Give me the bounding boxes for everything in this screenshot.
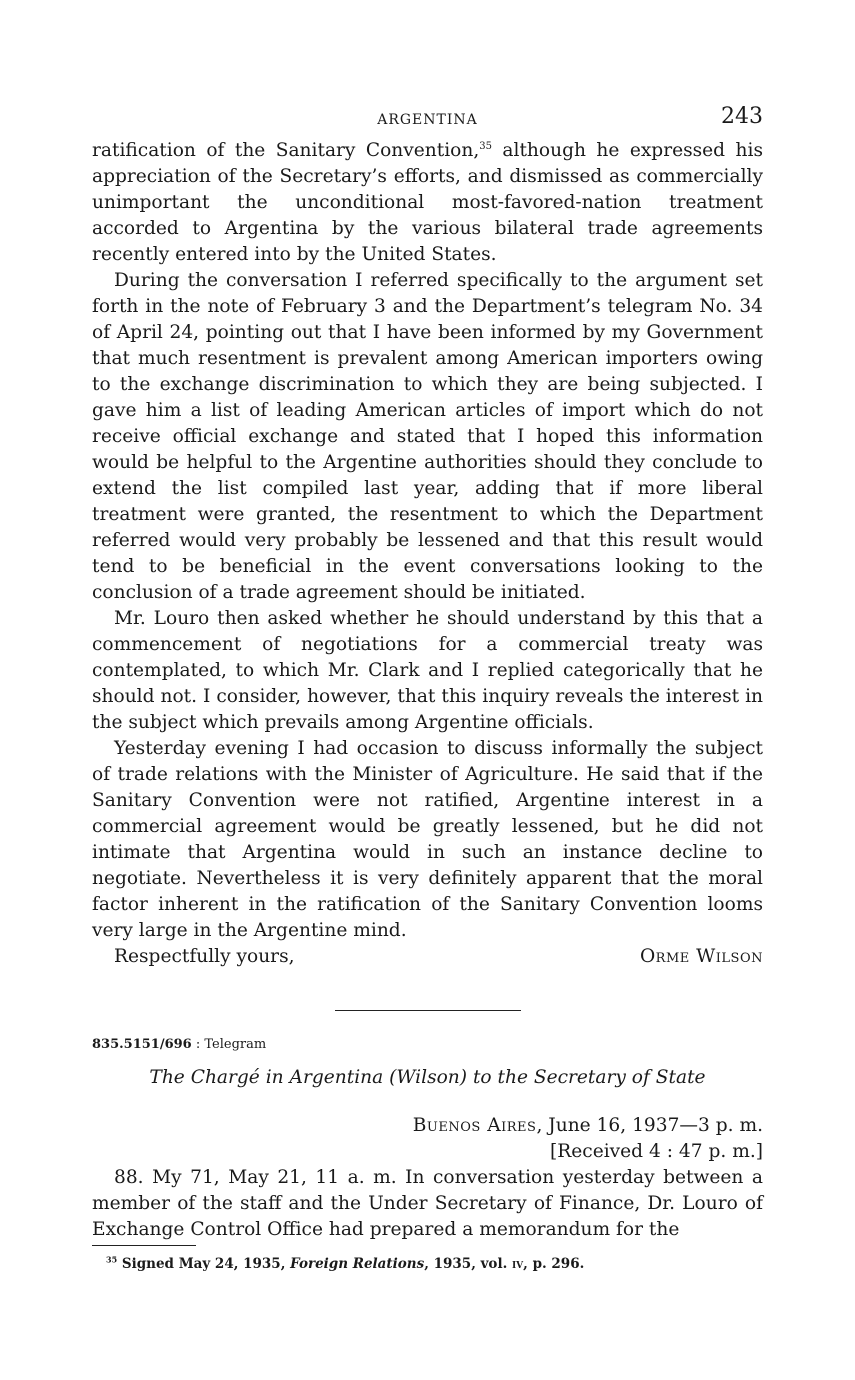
signature: Orme Wilson xyxy=(639,946,763,967)
paragraph-2: During the conversation I referred specifically to the argument set forth in the note of February 3 and the Department’s telegram No. 34 of April 24, pointing out that I have been informed by my Government that much resentment is prevalent among American importers owing to the exchange discrimination to which they are being subjected. I gave him a list of leading American articles of import which do not receive official exchange and stated that I hoped this information would be helpful to the Argentine authorities should they conclude to extend the list compiled last year, adding that if more liberal treatment were granted, the resentment to which the Department referred would very probably be lessened and that this result would tend to be beneficial in the event conversations looking to the conclusion of a trade agreement should be initiated. xyxy=(92,270,763,603)
file-number: 835.5151/696 xyxy=(92,1037,192,1052)
received-line: [Received 4 : 47 p. m.] xyxy=(550,1141,763,1162)
section-divider xyxy=(335,1010,521,1011)
closing xyxy=(92,944,763,970)
document-heading xyxy=(92,1065,763,1091)
paragraph-1-end: although he expressed his appreciation of the Secretary’s efforts, and dismissed as commercially unimportant the unconditional most-favored-nation treatment accorded to Argentina by the various bilateral trade agreements recently entered into by the United States. xyxy=(92,140,763,265)
footnote-reference[interactable]: 35 xyxy=(479,140,492,152)
paragraph-3: Mr. Louro then asked whether he should understand by this that a commencement of negotiations for a commercial treaty was contemplated, to which Mr. Clark and I replied categorically that he should not. I consider, however, that this inquiry reveals the interest in the subject which prevails among Argentine officials. xyxy=(92,608,763,733)
footnote-volume: iv xyxy=(511,1256,524,1272)
paragraph-1-start: ratification of the Sanitary Convention, xyxy=(92,140,480,161)
footnote-text-2: , 1935, vol. xyxy=(424,1256,512,1272)
heading-part-2: ) to the Secretary of State xyxy=(459,1067,706,1088)
footnote-title: Foreign Relations xyxy=(290,1256,425,1272)
footnote-page: , p. 296. xyxy=(523,1256,585,1272)
running-title: ARGENTINA xyxy=(377,112,478,128)
heading-name: Wilson xyxy=(396,1067,460,1088)
paragraph-1 xyxy=(92,138,763,268)
file-kind: : Telegram xyxy=(191,1037,267,1052)
letter-body xyxy=(92,138,763,944)
telegram-paragraph: 88. My 71, May 21, 11 a. m. In conversation yesterday between a member of the staff and the Under Secretary of Finance, Dr. Louro of Exchange Control Office had prepared a memorandum for the xyxy=(92,1167,763,1240)
document-page xyxy=(92,104,763,1274)
telegram-body xyxy=(92,1165,763,1243)
page-number: 243 xyxy=(721,104,763,129)
footnote-divider xyxy=(92,1245,196,1246)
footnote-number: 35 xyxy=(106,1254,118,1265)
paragraph-4: Yesterday evening I had occasion to discuss informally the subject of trade relations with the Minister of Agriculture. He said that if the Sanitary Convention were not ratified, Argentine interest in a commercial agreement would be greatly lessened, but he did not intimate that Argentina would in such an instance decline to negotiate. Nevertheless it is very definitely apparent that the moral factor inherent in the ratification of the Sanitary Convention looms very large in the Argentine mind. xyxy=(92,738,763,941)
file-reference xyxy=(92,1037,763,1053)
dateline xyxy=(92,1113,763,1139)
footnote xyxy=(92,1254,763,1274)
dateline-date: , June 16, 1937—3 p. m. xyxy=(536,1115,763,1136)
dateline-place: Buenos Aires xyxy=(412,1115,537,1136)
heading-part-1: The Chargé in Argentina ( xyxy=(149,1067,397,1088)
running-header xyxy=(92,104,763,138)
salutation: Respectfully yours, xyxy=(114,946,295,967)
footnote-text-1: Signed May 24, 1935, xyxy=(117,1256,291,1272)
